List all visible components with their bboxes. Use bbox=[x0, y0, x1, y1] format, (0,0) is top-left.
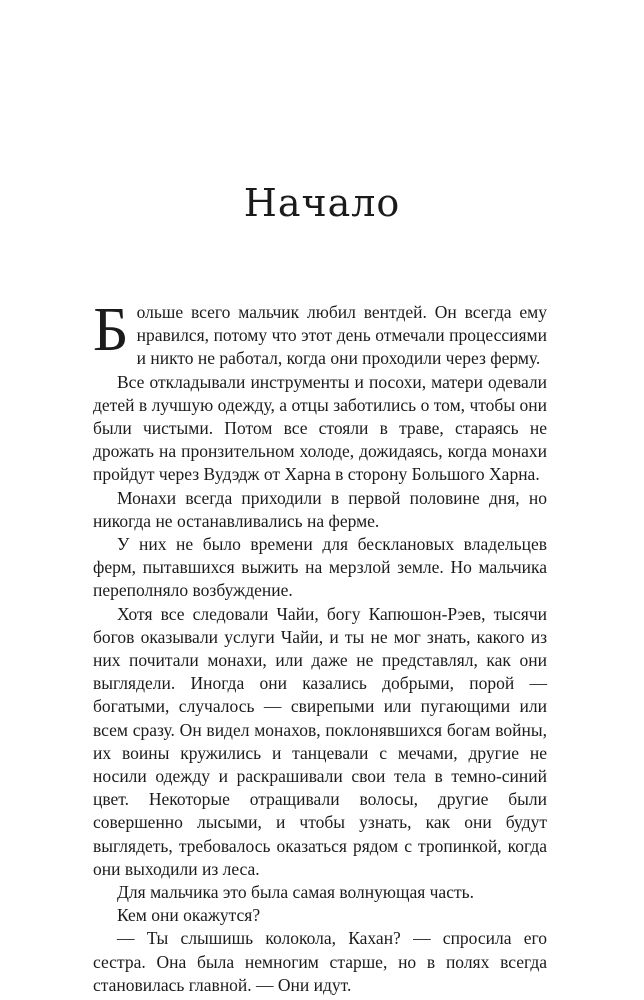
paragraph-1: Все откладывали инструменты и посохи, матери одевали детей в лучшую одежду, а отцы заботились о том, чтобы они были чистыми. Потом все стояли в траве, стараясь не дрожать на пронзительном холоде, дожидаясь, когда монахи пройдут через Вудэдж от Харна в сторону Большого Харна. bbox=[93, 371, 547, 485]
paragraph-7: — Ты слышишь колокола, Кахан? — спросила его сестра. Она была немногим старше, но в полях всегда становилась главной. — Они идут. bbox=[93, 928, 547, 995]
paragraph-4: Хотя все следовали Чайи, богу Капюшон-Рэев, тысячи богов оказывали услуги Чайи, и ты не мог знать, какого из них почитали монахи, или даже не представлял, как они выглядели. Иногда они казались добрыми, порой — богатыми, случалось — свирепыми или пугающими или всем сразу. Он видел монахов, поклонявшихся богам войны, их воины кружились и танцевали с мечами, другие не носили одежду и раскрашивали свои тела в темно-синий цвет. Некоторые отращивали волосы, другие были совершенно лысыми, и чтобы узнать, как они будут выглядеть, требовалось оказаться рядом с тропинкой, когда они выходили из леса. bbox=[93, 603, 547, 879]
paragraph-6: Кем они окажутся? bbox=[117, 905, 261, 926]
opening-paragraph bbox=[93, 296, 547, 371]
paragraph-2: Монахи всегда приходили в первой половине дня, но никогда не останавливались на ферме. bbox=[93, 487, 547, 531]
chapter-text bbox=[93, 296, 547, 997]
drop-cap: Б bbox=[93, 296, 129, 364]
chapter-title: Начало bbox=[243, 181, 401, 225]
opening-text: ольше всего мальчик любил вентдей. Он всегда ему нравился, потому что этот день отмечали процессиями и никто не работал, когда они проходили через ферму. bbox=[136, 302, 547, 369]
paragraph-3: У них не было времени для бесклановых владельцев ферм, пытавшихся выжить на мерзлой земле. Но мальчика переполняло возбуждение. bbox=[93, 534, 547, 601]
paragraph-5: Для мальчика это была самая волнующая часть. bbox=[117, 882, 474, 903]
